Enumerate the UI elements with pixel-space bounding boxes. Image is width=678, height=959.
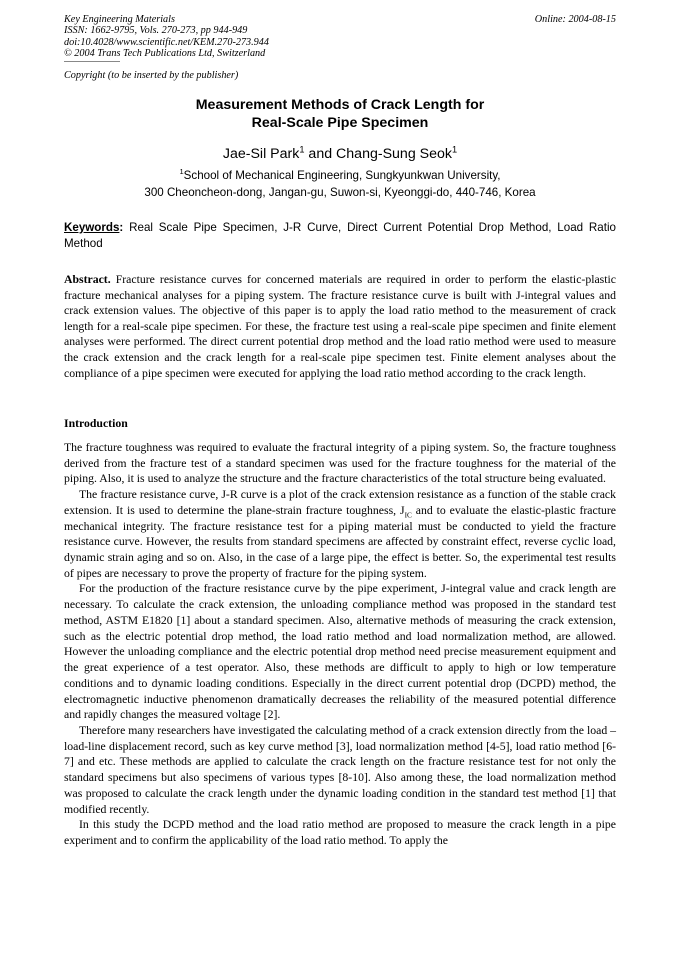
- publisher-line: © 2004 Trans Tech Publications Ltd, Switzerland: [64, 48, 266, 60]
- paragraph-2: The fracture resistance curve, J-R curve is a plot of the crack extension resistance as a function of the stable crack extension. It is used to determine the plane-strain fracture toughness, $J_{IC}$ and to evaluate the elastic-plastic fracture mechanical integrity. The fracture resistance test for a piping material must be conducted to yield the fracture resistance curve. However, the results from standard specimens are affected by constraint effect, reverse cyclic load, dynamic strain aging and so on. Also, in the case of a large pipe, the effect is better. So, the experimental test results of pipes are necessary to prove the property of fracture for the piping system.: [64, 488, 616, 580]
- online-date: Online: 2004-08-15: [534, 14, 616, 25]
- section-heading-introduction: Introduction: [64, 417, 128, 430]
- abstract-label: Abstract.: [64, 273, 111, 286]
- journal-metadata: [64, 14, 616, 65]
- author-2: Chang-Sung Seok: [336, 146, 452, 162]
- abstract-text: Fracture resistance curves for concerned materials are required in order to perform the elastic-plastic fracture mechanical analyses for a piping system. The fracture resistance curve is built with J-integral values and crack extension values. The objective of this paper is to apply the load ratio method to the measurement of crack length for a real-scale pipe specimen. For these, the fracture test using a real-scale pipe specimen and finite element analyses were performed. The direct current potential drop method and the load ratio method were used to measure the crack extension and the crack length for a real-scale pipe specimen test. Finite element analyses about the compliance of a pipe specimen were executed for applying the load ratio method according to the crack length.: [64, 273, 616, 380]
- affiliation-line-2: 300 Cheoncheon-dong, Jangan-gu, Suwon-si, Kyeonggi-do, 440-746, Korea: [144, 186, 536, 199]
- introduction-body: [64, 440, 616, 849]
- abstract: [64, 272, 616, 381]
- paragraph-4: Therefore many researchers have investigated the calculating method of a crack extension directly from the load – load-line displacement record, such as key curve method [3], load normalization method [4-5], load ratio method [6-7] and etc. These methods are applied to calculate the crack length on the fracture resistance test for not only the standard specimens but also specimens of various types [8-10]. Also among these, the load normalization method was proposed to calculate the crack length under the dynamic loading condition in the standard test method [1] that modified recently.: [64, 723, 617, 816]
- paragraph-1: The fracture toughness was required to evaluate the fractural integrity of a piping system. So, the fracture toughness derived from the fracture test of a standard specimen was used for the fracture toughness for the material of the piping. Also, it is used to analyze the structure and the fracture characteristics of the total structure being evaluated.: [64, 441, 616, 486]
- author-2-affil-mark: 1: [452, 144, 458, 155]
- affiliation: [64, 167, 616, 201]
- affiliation-mark: 1: [179, 167, 184, 177]
- jic-subscript: IC: [404, 511, 412, 520]
- keywords-colon: :: [119, 221, 124, 234]
- journal-name: Key Engineering Materials: [64, 14, 175, 25]
- authors: [64, 146, 616, 162]
- title-line-1: Measurement Methods of Crack Length for: [195, 97, 485, 113]
- doi-line[interactable]: doi:10.4028/www.scientific.net/KEM.270-273.944: [64, 36, 269, 48]
- author-separator: and: [304, 146, 337, 162]
- paper-title: [64, 96, 616, 132]
- author-1: Jae-Sil Park: [222, 146, 300, 162]
- keywords: [64, 220, 616, 251]
- author-1-affil-mark: 1: [299, 144, 305, 155]
- issn-line: ISSN: 1662-9795, Vols. 270-273, pp 944-949: [64, 25, 248, 37]
- paragraph-3: For the production of the fracture resistance curve by the pipe experiment, J-integral value and crack length are necessary. To calculate the crack extension, the unloading compliance method was proposed in the standard test method, ASTM E1820 [1] about a standard specimen. Also, alternative methods of measuring the crack extension, such as the electric potential drop method, the load ratio method and load normalization method, are allowed. However the unloading compliance and the electric potential drop method need precise measurement equipment and the great experience of a test operator. Also, these methods are difficult to apply to high or low temperature conditions and to dynamic loading conditions. Especially in the direct current potential drop (DCPD) method, the electromagnetic inductive phenomenon dramatically decreases the reliability of the measured potential difference and rapidly changes the measured voltage [2].: [64, 582, 616, 722]
- keywords-text: Real Scale Pipe Specimen, J-R Curve, Direct Current Potential Drop Method, Load Ratio Method: [64, 221, 616, 250]
- copyright-note: Copyright (to be inserted by the publisher): [64, 70, 239, 81]
- title-line-2: Real-Scale Pipe Specimen: [251, 115, 429, 131]
- affiliation-line-1: $^1$School of Mechanical Engineering, Sungkyunkwan University,: [179, 167, 501, 182]
- paragraph-5: In this study the DCPD method and the load ratio method are proposed to measure the crack length in a pipe experiment and to confirm the applicability of the load ratio method. To apply the: [64, 818, 616, 847]
- keywords-label: Keywords: [64, 221, 120, 234]
- header-divider: [64, 61, 120, 63]
